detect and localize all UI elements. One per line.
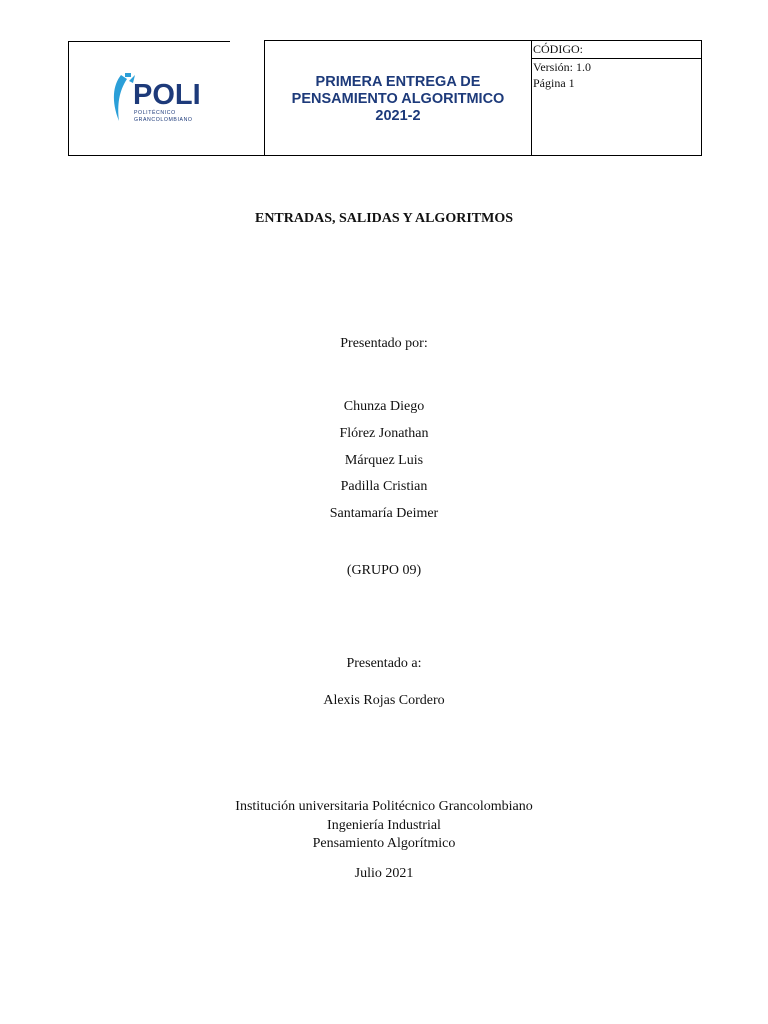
logo-sub-1: POLITÉCNICO [134,109,176,116]
page-label: Página 1 [533,76,575,90]
meta-cell [532,41,702,156]
title-cell [265,41,532,156]
logo-cell [69,41,265,156]
logo-wordmark: POLI [133,78,201,111]
group-label: (GRUPO 09) [346,563,422,578]
institution-name: Institución universitaria Politécnico Grancolombiano [235,799,533,814]
header-title-line: 2021-2 [375,107,421,124]
date-label: Julio 2021 [354,866,414,881]
header-title [265,72,531,125]
presented-by-label: Presentado por: [340,336,428,351]
teacher-name: Alexis Rojas Cordero [323,693,445,708]
header-title-line: PENSAMIENTO ALGORITMICO [291,90,505,107]
header-title-line: PRIMERA ENTREGA DE [315,73,481,90]
poli-logo [109,71,219,127]
author-name: Padilla Cristian [340,479,428,494]
author-name: Flórez Jonathan [339,426,429,441]
version-label: Versión: 1.0 [533,60,591,74]
author-name: Márquez Luis [344,453,424,468]
code-label: CÓDIGO: [532,41,701,59]
author-name: Santamaría Deimer [329,506,439,521]
course-name: Pensamiento Algorítmico [312,836,456,851]
author-name: Chunza Diego [343,399,425,414]
presented-to-label: Presentado a: [346,656,422,671]
program-name: Ingeniería Industrial [327,818,441,833]
main-title: ENTRADAS, SALIDAS Y ALGORITMOS [254,211,513,226]
logo-sub-2: GRANCOLOMBIANO [134,116,193,123]
document-header [68,40,702,156]
